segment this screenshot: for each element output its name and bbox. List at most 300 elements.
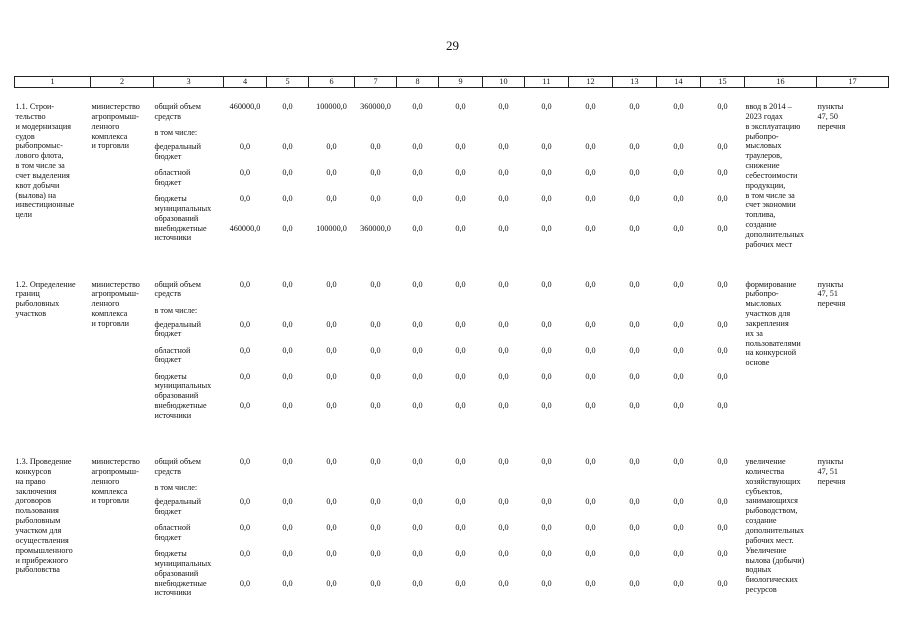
text-line: рыболовным	[15, 516, 61, 526]
text-line: рыбопро-	[745, 289, 779, 299]
funding-source-cell	[154, 194, 224, 224]
table-row	[15, 266, 889, 306]
text-line: договоров	[15, 496, 51, 506]
text-line: в том числе за	[745, 190, 795, 200]
amount-cell: 0,0	[455, 497, 466, 507]
amount-cell: 0,0	[585, 279, 596, 289]
text-line: тельство	[15, 111, 46, 121]
text-line: 2023 годах	[745, 111, 783, 121]
amount-cell: 0,0	[585, 549, 596, 559]
column-header-11: 11	[525, 77, 569, 88]
amount-cell	[613, 128, 657, 142]
text-line: продукции,	[745, 180, 786, 190]
amount-cell: 0,0	[498, 549, 509, 559]
text-line: в том числе:	[154, 305, 198, 315]
amount-cell: 0,0	[455, 279, 466, 289]
amount-cell: 0,0	[370, 279, 381, 289]
amount-cell	[355, 483, 397, 497]
text-line: биологических	[745, 575, 798, 585]
amount-cell: 0,0	[455, 578, 466, 588]
amount-cell: 0,0	[498, 194, 509, 203]
amount-cell: 0,0	[412, 345, 423, 355]
amount-cell: 0,0	[282, 223, 293, 233]
amount-cell: 0,0	[717, 497, 728, 507]
program-table	[14, 76, 889, 621]
amount-cell: 0,0	[673, 168, 684, 177]
amount-cell: 0,0	[585, 371, 596, 381]
column-header-13: 13	[613, 77, 657, 88]
amount-cell	[483, 128, 525, 142]
amount-cell: 0,0	[326, 168, 337, 177]
text-line: рыболовных	[15, 299, 60, 309]
column-header-6: 6	[309, 77, 355, 88]
amount-cell	[569, 128, 613, 142]
amount-cell: 0,0	[498, 578, 509, 588]
text-line: федеральный	[154, 142, 202, 151]
amount-cell: 0,0	[326, 345, 337, 355]
funding-source-cell	[154, 549, 224, 579]
amount-cell	[355, 128, 397, 142]
text-line: в том числе:	[154, 128, 198, 137]
text-line: ресурсов	[745, 585, 777, 595]
funding-source-cell	[154, 88, 224, 129]
text-line: и модернизация	[15, 121, 72, 131]
amount-cell: 0,0	[412, 401, 423, 411]
text-line: границ	[15, 289, 40, 299]
amount-cell: 0,0	[239, 497, 251, 507]
amount-cell: 0,0	[585, 194, 596, 203]
amount-cell: 0,0	[629, 497, 640, 507]
amount-cell: 0,0	[455, 401, 466, 411]
text-line: рыбоводством,	[745, 506, 798, 516]
amount-cell: 0,0	[585, 401, 596, 411]
text-line: в том числе за	[15, 161, 65, 171]
amount-cell: 0,0	[585, 168, 596, 177]
amount-cell: 0,0	[412, 319, 423, 329]
amount-cell: 0,0	[239, 401, 251, 411]
amount-cell: 0,0	[673, 401, 684, 411]
text-line: перечня	[817, 121, 846, 131]
amount-cell: 0,0	[239, 457, 251, 467]
amount-cell: 0,0	[629, 102, 640, 111]
amount-cell	[657, 306, 701, 320]
amount-cell: 0,0	[282, 523, 293, 533]
amount-cell: 0,0	[498, 279, 509, 289]
column-number-header	[15, 77, 889, 88]
amount-cell: 0,0	[673, 142, 684, 151]
text-line: конкурсов	[15, 466, 52, 476]
amount-cell: 0,0	[498, 371, 509, 381]
amount-cell: 0,0	[541, 578, 552, 588]
amount-cell: 0,0	[455, 223, 466, 233]
text-line: осуществления	[15, 535, 69, 545]
column-header-16: 16	[745, 77, 817, 88]
amount-cell: 0,0	[498, 523, 509, 533]
amount-cell: 0,0	[585, 345, 596, 355]
activity-name-cell	[15, 88, 91, 266]
amount-cell	[439, 128, 483, 142]
column-header-3: 3	[154, 77, 224, 88]
text-line: ленного	[91, 121, 120, 131]
amount-cell: 0,0	[498, 457, 509, 467]
amount-cell	[267, 483, 309, 497]
text-line: рабочих мест	[745, 239, 793, 249]
amount-cell: 0,0	[282, 578, 293, 588]
amount-cell: 0,0	[455, 102, 466, 111]
text-line: участков для	[745, 309, 791, 319]
text-line: счет экономии	[745, 200, 796, 210]
expected-result-cell	[745, 266, 817, 444]
amount-cell: 0,0	[370, 401, 381, 411]
funding-source-cell	[154, 497, 224, 523]
amount-cell: 100000,0	[316, 102, 347, 111]
amount-cell: 0,0	[282, 168, 293, 177]
funding-source-cell	[154, 168, 224, 194]
text-line: средств	[154, 289, 181, 299]
amount-cell: 0,0	[239, 371, 251, 381]
amount-cell: 0,0	[455, 457, 466, 467]
text-line: дополнительных	[745, 525, 804, 535]
text-line: пользователями	[745, 338, 801, 348]
amount-cell: 0,0	[717, 578, 728, 588]
amount-cell: 0,0	[585, 102, 596, 111]
amount-cell	[483, 483, 525, 497]
text-line: заключения	[15, 486, 57, 496]
column-header-15: 15	[701, 77, 745, 88]
amount-cell: 0,0	[282, 142, 293, 151]
amount-cell: 0,0	[673, 371, 684, 381]
amount-cell: 0,0	[629, 223, 640, 233]
funding-source-cell	[154, 224, 224, 266]
amount-cell: 0,0	[370, 549, 381, 559]
amount-cell: 0,0	[282, 279, 293, 289]
text-line: их за	[745, 328, 763, 338]
amount-cell: 0,0	[541, 497, 552, 507]
amount-cell: 0,0	[585, 578, 596, 588]
amount-cell: 0,0	[370, 345, 381, 355]
column-header-8: 8	[397, 77, 439, 88]
text-line: хозяйствующих	[745, 476, 801, 486]
amount-cell	[397, 128, 439, 142]
amount-cell	[397, 483, 439, 497]
amount-cell: 0,0	[412, 168, 423, 177]
text-line: счет выделения	[15, 170, 70, 180]
amount-cell: 0,0	[326, 523, 337, 533]
amount-cell: 0,0	[370, 457, 381, 467]
amount-cell: 0,0	[629, 319, 640, 329]
amount-cell: 0,0	[412, 523, 423, 533]
amount-cell: 0,0	[282, 457, 293, 467]
amount-cell: 0,0	[326, 142, 337, 151]
text-line: 47, 51	[817, 466, 838, 476]
text-line: средств	[154, 466, 181, 476]
amount-cell: 360000,0	[360, 223, 391, 233]
text-line: водных	[745, 565, 772, 575]
amount-cell: 0,0	[326, 279, 337, 289]
amount-cell: 0,0	[717, 194, 728, 203]
text-line: рыболовства	[15, 565, 60, 575]
amount-cell: 0,0	[673, 102, 684, 111]
funding-source-cell	[154, 306, 224, 320]
text-line: федеральный	[154, 497, 202, 507]
column-header-4: 4	[224, 77, 267, 88]
column-header-1: 1	[15, 77, 91, 88]
amount-cell	[657, 128, 701, 142]
amount-cell: 0,0	[717, 345, 728, 355]
amount-cell: 0,0	[717, 457, 728, 467]
column-header-14: 14	[657, 77, 701, 88]
funding-source-cell	[154, 372, 224, 402]
amount-cell: 0,0	[585, 497, 596, 507]
text-line: формирование	[745, 279, 797, 289]
funding-source-cell	[154, 142, 224, 168]
text-line: агропромыш-	[91, 466, 139, 476]
text-line: участком для	[15, 525, 62, 535]
funding-source-cell	[154, 443, 224, 483]
amount-cell	[569, 483, 613, 497]
amount-cell	[525, 306, 569, 320]
funding-source-cell	[154, 401, 224, 443]
text-line: 1.3. Проведение	[15, 457, 72, 467]
amount-cell: 0,0	[239, 319, 251, 329]
amount-cell: 0,0	[455, 523, 466, 533]
amount-cell: 0,0	[541, 549, 552, 559]
text-line: занимающихся	[745, 496, 798, 506]
funding-source-cell	[154, 579, 224, 621]
text-line: общий объем	[154, 279, 201, 289]
amount-cell	[657, 483, 701, 497]
amount-cell: 0,0	[239, 142, 251, 151]
amount-cell: 0,0	[717, 371, 728, 381]
amount-cell: 460000,0	[229, 102, 261, 111]
text-line: в эксплуатацию	[745, 121, 801, 131]
amount-cell: 0,0	[673, 497, 684, 507]
amount-cell: 0,0	[673, 457, 684, 467]
amount-cell: 0,0	[498, 401, 509, 411]
text-line: лового флота,	[15, 151, 64, 161]
text-line: федеральный	[154, 319, 202, 329]
amount-cell: 0,0	[412, 457, 423, 467]
amount-cell: 0,0	[541, 168, 552, 177]
amount-cell	[397, 306, 439, 320]
amount-cell: 0,0	[239, 168, 251, 177]
amount-cell	[309, 306, 355, 320]
amount-cell: 0,0	[412, 223, 423, 233]
amount-cell: 0,0	[629, 401, 640, 411]
amount-cell	[613, 306, 657, 320]
amount-cell	[309, 128, 355, 142]
amount-cell: 0,0	[498, 497, 509, 507]
column-header-10: 10	[483, 77, 525, 88]
text-line: (вылова) на	[15, 190, 56, 200]
amount-cell: 0,0	[585, 319, 596, 329]
text-line: министерство	[91, 102, 140, 111]
amount-cell: 0,0	[412, 497, 423, 507]
table-body	[15, 88, 889, 621]
amount-cell: 0,0	[282, 345, 293, 355]
amount-cell: 0,0	[282, 401, 293, 411]
amount-cell: 0,0	[717, 102, 728, 111]
text-line: основе	[745, 358, 770, 368]
amount-cell: 0,0	[629, 371, 640, 381]
amount-cell	[613, 483, 657, 497]
amount-cell: 0,0	[455, 345, 466, 355]
amount-cell: 0,0	[370, 168, 381, 177]
text-line: муниципальных	[154, 558, 212, 568]
expected-result-cell	[745, 443, 817, 621]
amount-cell: 0,0	[282, 497, 293, 507]
amount-cell	[701, 483, 745, 497]
text-line: судов	[15, 131, 35, 141]
text-line: создание	[745, 220, 777, 230]
text-line: бюджет	[154, 329, 182, 339]
text-line: бюджеты	[154, 371, 187, 381]
text-line: образований	[154, 213, 199, 223]
amount-cell: 0,0	[629, 168, 640, 177]
expected-result-cell	[745, 88, 817, 266]
amount-cell: 0,0	[498, 319, 509, 329]
text-line: количества	[745, 466, 785, 476]
amount-cell	[439, 483, 483, 497]
amount-cell: 0,0	[282, 194, 293, 203]
amount-cell	[569, 306, 613, 320]
text-line: бюджеты	[154, 549, 187, 559]
amount-cell	[267, 128, 309, 142]
amount-cell: 0,0	[541, 279, 552, 289]
funding-source-cell	[154, 128, 224, 142]
text-line: ленного	[91, 476, 120, 486]
amount-cell: 0,0	[455, 319, 466, 329]
amount-cell: 0,0	[541, 223, 552, 233]
amount-cell: 100000,0	[316, 223, 347, 233]
amount-cell: 0,0	[412, 102, 423, 111]
amount-cell	[525, 128, 569, 142]
text-line: и торговли	[91, 141, 130, 151]
amount-cell: 0,0	[370, 497, 381, 507]
text-line: комплекса	[91, 309, 128, 319]
text-line: источники	[154, 410, 192, 420]
amount-cell: 0,0	[370, 578, 381, 588]
amount-cell: 0,0	[498, 102, 509, 111]
activity-name-cell	[15, 443, 91, 621]
amount-cell: 0,0	[326, 549, 337, 559]
amount-cell	[224, 128, 267, 142]
text-line: образований	[154, 391, 199, 401]
text-line: муниципальных	[154, 381, 212, 391]
text-line: агропромыш-	[91, 111, 139, 121]
amount-cell: 0,0	[673, 279, 684, 289]
amount-cell: 0,0	[541, 194, 552, 203]
text-line: общий объем	[154, 457, 201, 467]
text-line: бюджет	[154, 177, 182, 187]
text-line: средств	[154, 111, 181, 121]
amount-cell: 0,0	[412, 371, 423, 381]
text-line: внебюджетные	[154, 401, 207, 411]
amount-cell: 0,0	[717, 523, 728, 533]
text-line: траулеров,	[745, 151, 783, 161]
text-line: министерство	[91, 457, 140, 467]
text-line: комплекса	[91, 131, 128, 141]
text-line: внебюджетные	[154, 578, 207, 588]
text-line: мысловых	[745, 299, 782, 309]
amount-cell	[525, 483, 569, 497]
amount-cell: 0,0	[629, 578, 640, 588]
text-line: на конкурсной	[745, 348, 797, 358]
amount-cell	[439, 306, 483, 320]
program-table-container	[14, 76, 878, 621]
amount-cell: 0,0	[455, 549, 466, 559]
executor-cell	[91, 88, 154, 266]
amount-cell: 0,0	[541, 523, 552, 533]
amount-cell: 0,0	[717, 168, 728, 177]
amount-cell: 0,0	[629, 345, 640, 355]
text-line: перечня	[817, 476, 846, 486]
amount-cell: 0,0	[585, 457, 596, 467]
amount-cell: 0,0	[239, 194, 251, 203]
amount-cell: 0,0	[326, 578, 337, 588]
amount-cell: 0,0	[326, 194, 337, 203]
amount-cell: 0,0	[629, 523, 640, 533]
text-line: пункты	[817, 102, 844, 111]
text-line: министерство	[91, 279, 140, 289]
amount-cell: 0,0	[541, 319, 552, 329]
text-line: общий объем	[154, 102, 201, 111]
text-line: увеличение	[745, 457, 786, 467]
text-line: квот добычи	[15, 180, 60, 190]
text-line: образований	[154, 568, 199, 578]
text-line: на право	[15, 476, 46, 486]
text-line: бюджет	[154, 506, 182, 516]
funding-source-cell	[154, 266, 224, 306]
amount-cell: 0,0	[629, 142, 640, 151]
amount-cell: 0,0	[541, 371, 552, 381]
amount-cell: 0,0	[239, 578, 251, 588]
amount-cell: 0,0	[717, 279, 728, 289]
text-line: цели	[15, 210, 32, 220]
text-line: и прибрежного	[15, 555, 69, 565]
column-header-2: 2	[91, 77, 154, 88]
executor-cell	[91, 443, 154, 621]
text-line: областной	[154, 345, 191, 355]
amount-cell: 0,0	[239, 345, 251, 355]
page-number: 29	[446, 38, 459, 53]
amount-cell: 0,0	[455, 142, 466, 151]
text-line: субъектов,	[745, 486, 783, 496]
amount-cell: 0,0	[326, 371, 337, 381]
text-line: рыбопро-	[745, 131, 779, 141]
amount-cell: 0,0	[498, 223, 509, 233]
funding-source-cell	[154, 483, 224, 497]
funding-source-cell	[154, 523, 224, 549]
amount-cell	[701, 128, 745, 142]
amount-cell	[224, 483, 267, 497]
column-header-9: 9	[439, 77, 483, 88]
amount-cell: 0,0	[370, 371, 381, 381]
amount-cell: 0,0	[585, 223, 596, 233]
amount-cell: 0,0	[673, 345, 684, 355]
amount-cell: 0,0	[629, 549, 640, 559]
funding-source-cell	[154, 346, 224, 372]
amount-cell: 0,0	[455, 194, 466, 203]
amount-cell: 0,0	[673, 319, 684, 329]
amount-cell: 0,0	[370, 194, 381, 203]
amount-cell	[224, 306, 267, 320]
text-line: ввод в 2014 –	[745, 102, 792, 111]
amount-cell: 0,0	[455, 168, 466, 177]
amount-cell: 0,0	[326, 497, 337, 507]
text-line: источники	[154, 588, 192, 598]
text-line: 47, 50	[817, 111, 838, 121]
